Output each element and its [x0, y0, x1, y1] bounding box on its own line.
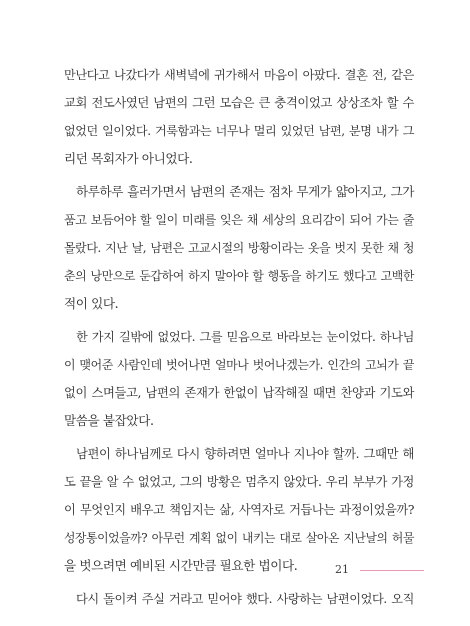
- text-line: 한 가지 길밖에 없었다. 그를 믿음으로 바라보는 눈이었다. 하나님: [76, 330, 414, 344]
- text-line: 을 벗으려면 예비된 시간만큼 필요한 법이다.: [64, 558, 298, 573]
- text-line: 이 맺어준 사람인데 벗어나면 얼마나 벗어나겠는가. 인간의 고뇌가 끝: [64, 358, 414, 372]
- text-line: 춘의 낭만으로 둔갑하여 하지 말아야 할 행동을 하기도 했다고 고백한: [64, 269, 414, 283]
- paragraph-4: [64, 440, 414, 580]
- paragraph-1: [64, 61, 414, 173]
- paragraph-2: [64, 178, 414, 318]
- text-line: 없었던 일이었다. 거룩함과는 너무나 멀리 있었던 남편, 분명 내가 그: [64, 124, 414, 138]
- text-line: 성장통이었을까? 아무런 계획 없이 내키는 대로 살아온 지난날의 허물: [64, 531, 414, 545]
- text-line: 만난다고 나갔다가 새벽녘에 귀가해서 마음이 아팠다. 결혼 전, 같은: [64, 68, 414, 82]
- page-number: 21: [335, 563, 349, 576]
- text-line: 적이 있다.: [64, 296, 119, 311]
- footer-rule: [360, 570, 424, 571]
- page-footer: [0, 560, 470, 580]
- paragraph-5: [64, 585, 414, 613]
- text-line: 하루하루 흘러가면서 남편의 존재는 점차 무게가 얇아지고, 그가: [76, 184, 414, 199]
- text-line: 이 무엇인지 배우고 책임지는 삶, 사역자로 거듭나는 과정이었을까?: [64, 503, 414, 517]
- body-text: [64, 61, 414, 613]
- text-line: 품고 보듬어야 할 일이 미래를 잊은 채 세상의 요리감이 되어 가는 줄: [64, 213, 414, 227]
- text-line: 교회 전도사였던 남편의 그런 모습은 큰 충격이었고 상상조차 할 수: [64, 96, 414, 110]
- text-line: 몰랐다. 지난 날, 남편은 고교시절의 방황이라는 옷을 벗지 못한 채 청: [64, 241, 414, 255]
- text-line: 다시 돌이켜 주실 거라고 믿어야 했다. 사랑하는 남편이었다. 오직: [76, 592, 414, 606]
- text-line: 도 끝을 알 수 없었고, 그의 방황은 멈추지 않았다. 우리 부부가 가정: [64, 475, 414, 489]
- text-line: 없이 스며들고, 남편의 존재가 한없이 납작해질 때면 찬양과 기도와: [64, 386, 414, 400]
- text-line: 리던 목회자가 아니었다.: [64, 151, 193, 166]
- text-line: 남편이 하나님께로 다시 향하려면 얼마나 지나야 할까. 그때만 해: [76, 447, 414, 461]
- paragraph-3: [64, 323, 414, 435]
- text-line: 말씀을 붙잡았다.: [64, 413, 154, 428]
